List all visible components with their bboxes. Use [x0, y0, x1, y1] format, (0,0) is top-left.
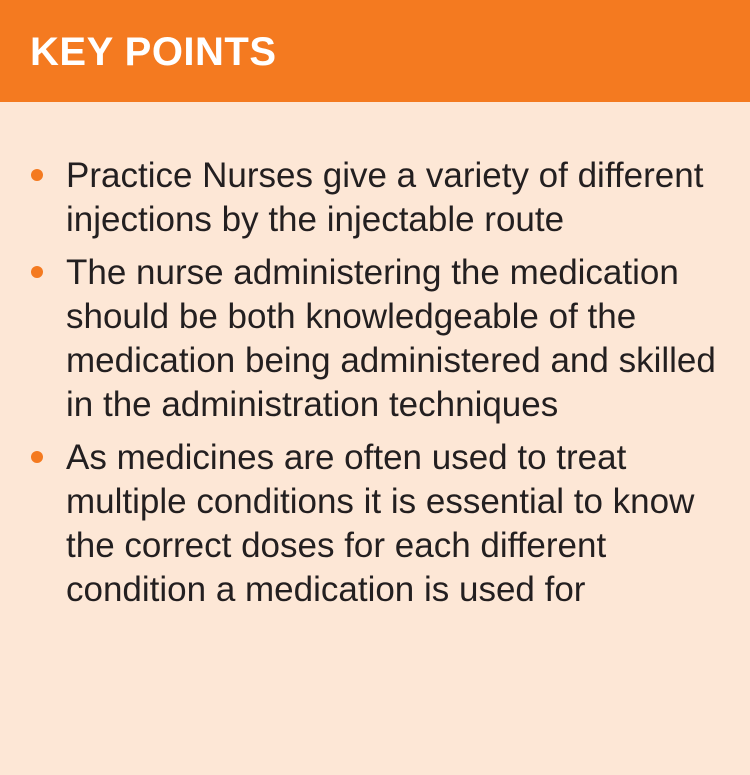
key-point-text: Practice Nurses give a variety of different injections by the injectable route: [66, 156, 704, 239]
bullet-icon: [31, 266, 43, 278]
key-point-text: The nurse administering the medication should be both knowledgeable of the medication being administered and skilled in the administration techniques: [66, 253, 716, 424]
bullet-icon: [31, 169, 43, 181]
key-points-header: [0, 0, 750, 102]
key-point-item: [30, 154, 720, 242]
key-point-item: [30, 251, 720, 427]
key-points-title: KEY POINTS: [30, 30, 277, 74]
key-point-item: [30, 436, 720, 612]
key-points-list: [0, 102, 750, 612]
key-point-text: As medicines are often used to treat multiple conditions it is essential to know the correct doses for each different condition a medication is used for: [66, 438, 695, 609]
bullet-icon: [31, 451, 43, 463]
